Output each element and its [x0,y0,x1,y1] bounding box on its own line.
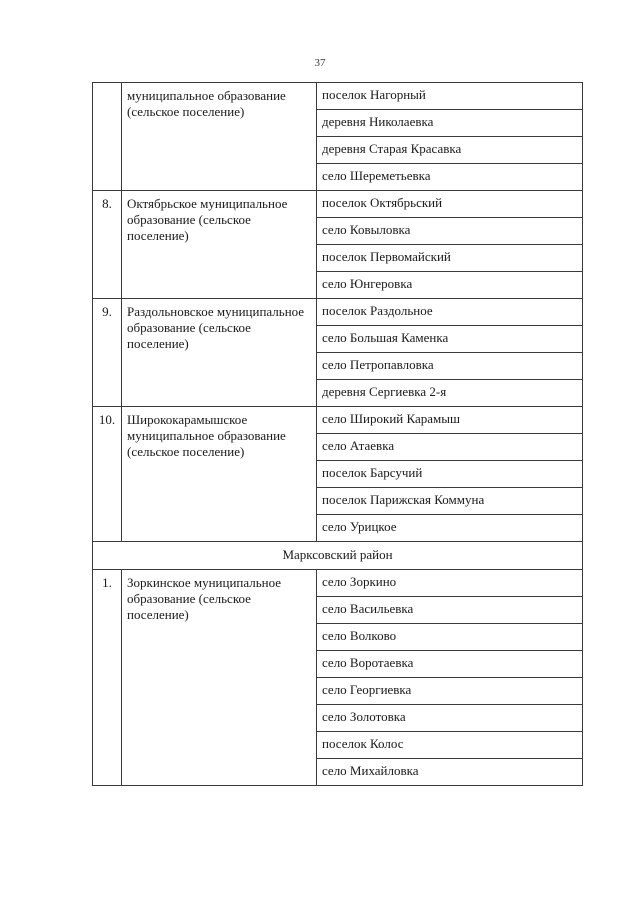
page-number: 37 [314,57,326,69]
table-row [93,570,583,597]
district-heading: Марксовский район [93,542,583,570]
settlement-name: село Атаевка [317,434,583,461]
table-body [93,83,583,786]
settlement-name: село Волково [317,624,583,651]
settlement-name: поселок Барсучий [317,461,583,488]
settlements-table [92,82,583,786]
settlement-name: село Юнгеровка [317,272,583,299]
settlement-name: поселок Колос [317,732,583,759]
settlement-name: село Золотовка [317,705,583,732]
table-row [93,407,583,434]
municipality-name: Зоркинское муниципальное образование (сельское поселение) [122,570,317,786]
row-number: 10. [93,407,122,542]
settlement-name: село Большая Каменка [317,326,583,353]
settlement-name: село Михайловка [317,759,583,786]
settlement-name: поселок Парижская Коммуна [317,488,583,515]
municipality-name: Раздольновское муниципальное образование (сельское поселение) [122,299,317,407]
settlement-name: село Воротаевка [317,651,583,678]
settlement-name: село Урицкое [317,515,583,542]
district-row [93,542,583,570]
settlement-name: село Шереметьевка [317,164,583,191]
municipality-name: Октябрьское муниципальное образование (сельское поселение) [122,191,317,299]
settlement-name: село Широкий Карамыш [317,407,583,434]
settlement-name: село Васильевка [317,597,583,624]
settlement-name: деревня Старая Красавка [317,137,583,164]
settlement-name: поселок Октябрьский [317,191,583,218]
municipality-name: муниципальное образование (сельское поселение) [122,83,317,191]
table-row [93,191,583,218]
settlement-name: поселок Первомайский [317,245,583,272]
settlement-name: село Зоркино [317,570,583,597]
table-row [93,299,583,326]
municipality-name: Ширококарамышское муниципальное образование (сельское поселение) [122,407,317,542]
settlement-name: село Петропавловка [317,353,583,380]
settlement-name: деревня Николаевка [317,110,583,137]
row-number: 8. [93,191,122,299]
settlement-name: поселок Раздольное [317,299,583,326]
row-number: 9. [93,299,122,407]
settlement-name: поселок Нагорный [317,83,583,110]
row-number [93,83,122,191]
settlement-name: село Георгиевка [317,678,583,705]
row-number: 1. [93,570,122,786]
settlement-name: деревня Сергиевка 2-я [317,380,583,407]
table-row [93,83,583,110]
settlement-name: село Ковыловка [317,218,583,245]
